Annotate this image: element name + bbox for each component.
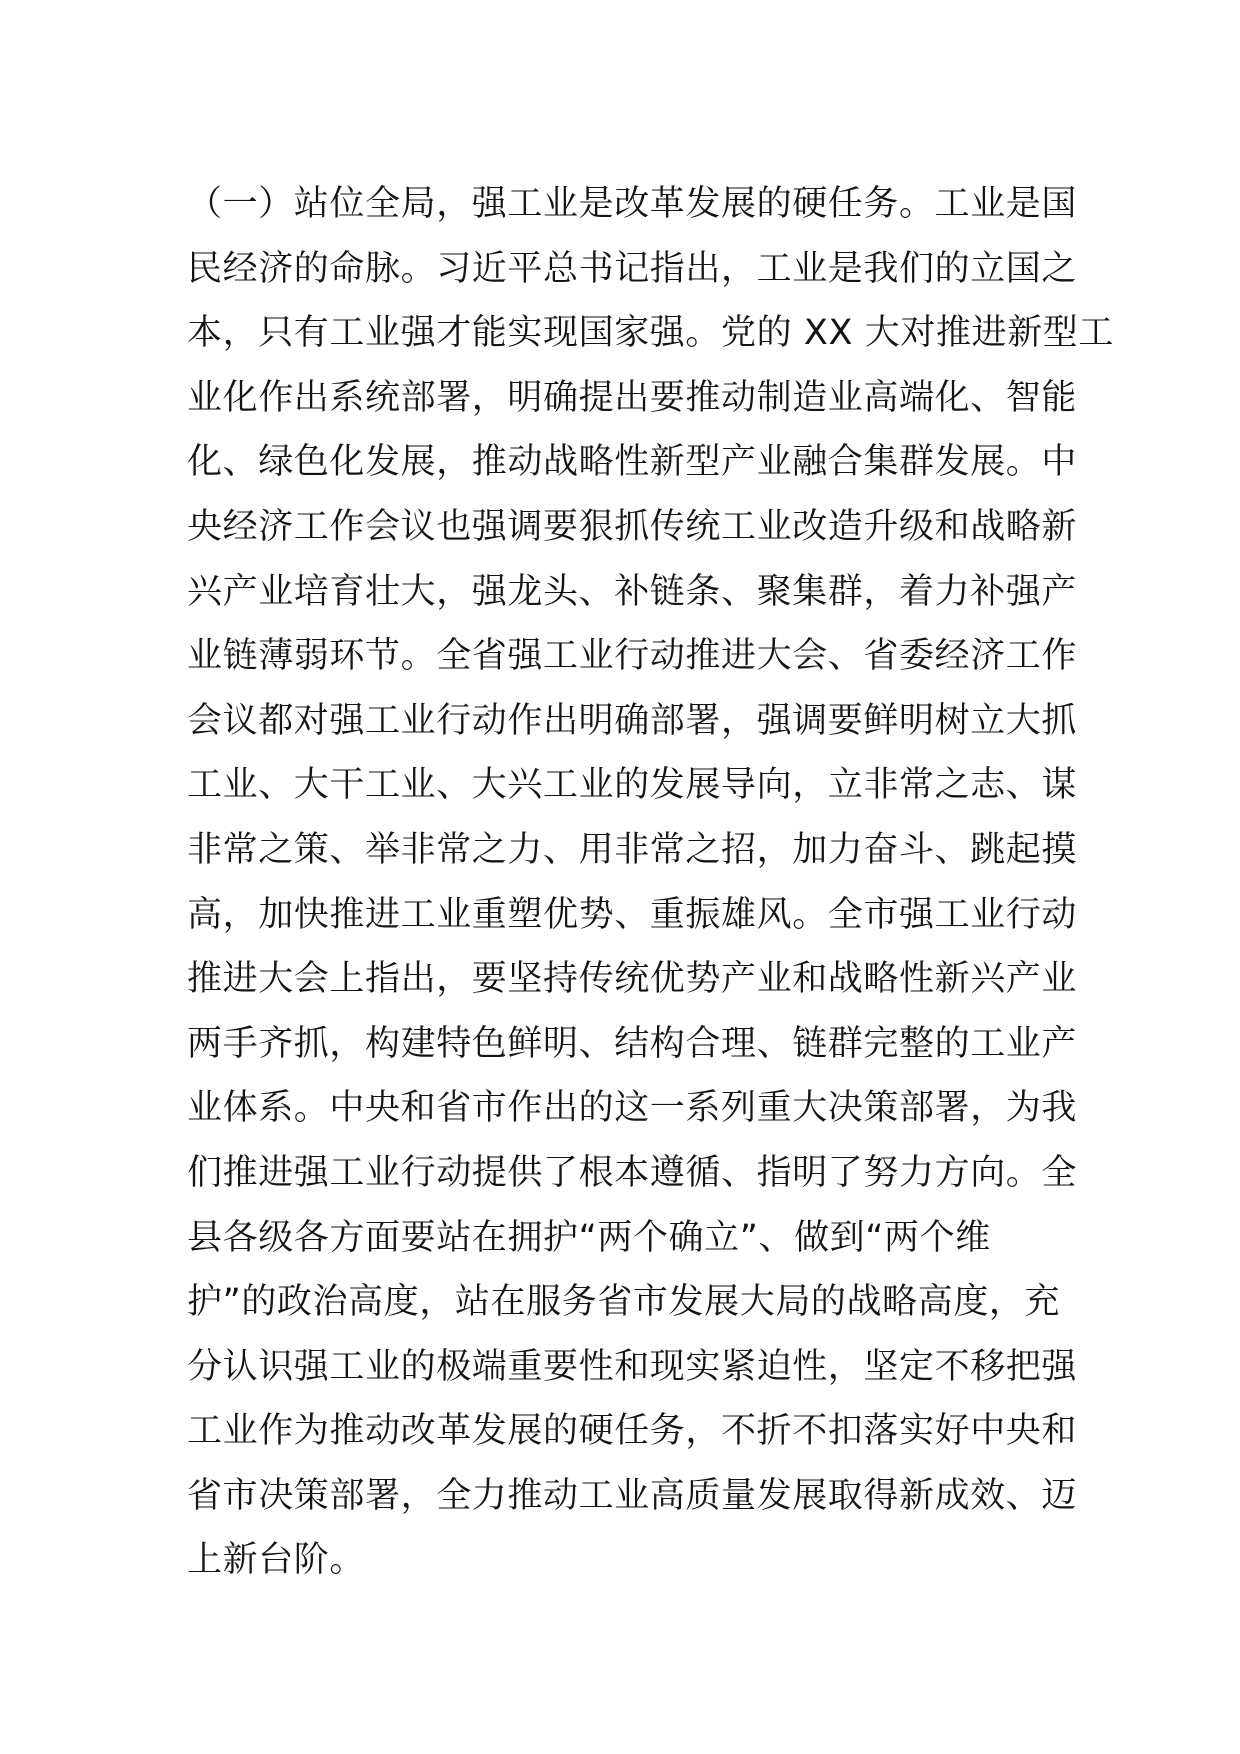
body-paragraph [187, 172, 1115, 1593]
paragraph-line-16: 们推进强工业行动提供了根本遵循、指明了努力方向。全 [187, 1152, 1078, 1193]
paragraph-line-19: 分认识强工业的极端重要性和现实紧迫性，坚定不移把强 [187, 1346, 1078, 1387]
paragraph-line-17: 县各级各方面要站在拥护“两个确立”、做到“两个维 [187, 1217, 991, 1258]
paragraph-line-5: 化、绿色化发展，推动战略性新型产业融合集群发展。中 [187, 442, 1078, 483]
paragraph-line-6: 央经济工作会议也强调要狠抓传统工业改造升级和战略新 [187, 506, 1078, 547]
paragraph-line-20: 工业作为推动改革发展的硬任务，不折不扣落实好中央和 [187, 1411, 1078, 1452]
paragraph-line-21: 省市决策部署，全力推动工业高质量发展取得新成效、迈 [187, 1475, 1078, 1516]
paragraph-line-2: 民经济的命脉。习近平总书记指出，工业是我们的立国之 [187, 248, 1078, 289]
paragraph-line-3: 本，只有工业强才能实现国家强。党的 XX 大对推进新型工 [187, 313, 1115, 354]
paragraph-line-1: （一）站位全局，强工业是改革发展的硬任务。工业是国 [187, 184, 1078, 224]
paragraph-line-9: 会议都对强工业行动作出明确部署，强调要鲜明树立大抓 [187, 700, 1078, 741]
paragraph-line-13: 推进大会上指出，要坚持传统优势产业和战略性新兴产业 [187, 959, 1078, 1000]
paragraph-line-15: 业体系。中央和省市作出的这一系列重大决策部署，为我 [187, 1088, 1078, 1129]
paragraph-line-10: 工业、大干工业、大兴工业的发展导向，立非常之志、谋 [187, 765, 1078, 806]
paragraph-line-11: 非常之策、举非常之力、用非常之招，加力奋斗、跳起摸 [187, 829, 1078, 870]
paragraph-line-7: 兴产业培育壮大，强龙头、补链条、聚集群，着力补强产 [187, 571, 1078, 612]
paragraph-line-18: 护”的政治高度，站在服务省市发展大局的战略高度，充 [187, 1282, 1061, 1323]
paragraph-line-22: 上新台阶。 [187, 1540, 366, 1581]
paragraph-line-8: 业链薄弱环节。全省强工业行动推进大会、省委经济工作 [187, 636, 1078, 677]
paragraph-line-4: 业化作出系统部署，明确提出要推动制造业高端化、智能 [187, 377, 1078, 418]
paragraph-line-12: 高，加快推进工业重塑优势、重振雄风。全市强工业行动 [187, 894, 1078, 935]
paragraph-line-14: 两手齐抓，构建特色鲜明、结构合理、链群完整的工业产 [187, 1023, 1078, 1064]
